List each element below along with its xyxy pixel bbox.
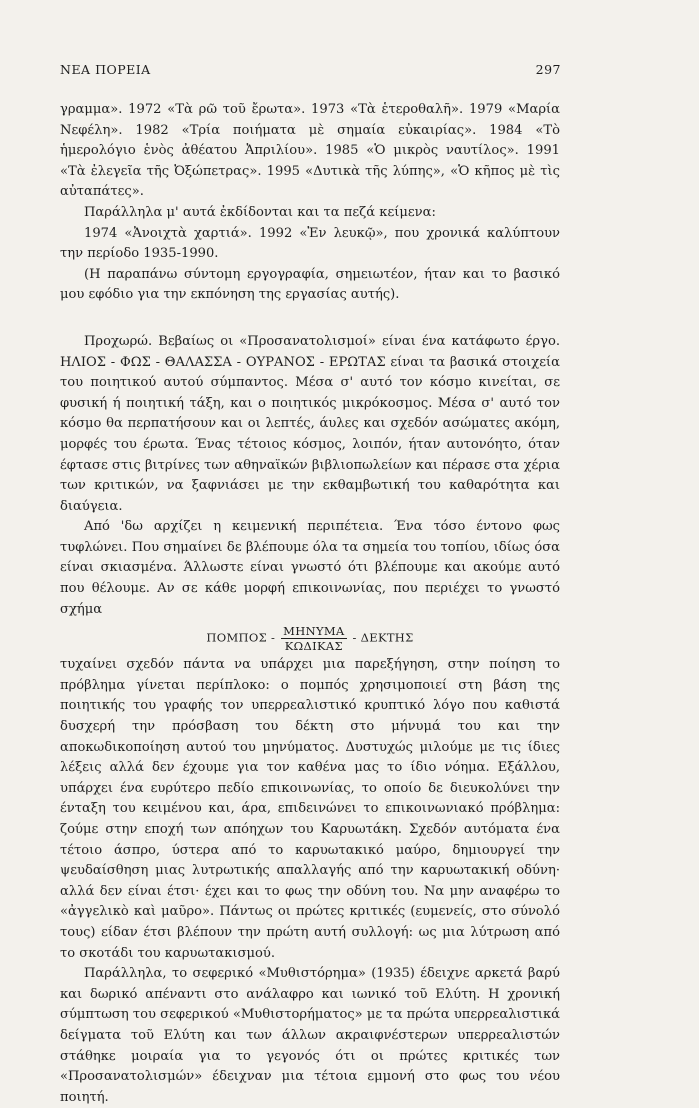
paragraph: Προχωρώ. Βεβαίως οι «Προσανατολισμοί» είναι ένα κατάφωτο έργο. ΗΛΙΟΣ - ΦΩΣ - ΘΑΛΑΣΣΑ - ΟΥΡΑΝΟΣ - ΕΡΩΤΑΣ είναι τα βασικά στοιχεία του ποιητικού αυτού σύμπαντος. Μέσα σ' αυτό τον κόσμο κινείται, σε φυσική ή ποιητική τάξη, και ο ποιητικός μικρόκοσμος. Μέσα σ' αυτό τον κόσμο θα περπατήσουν και οι λεπτές, άυλες και σχεδόν ασώματες ακόμη, μορφές του έρωτα. Ένας τέτοιος κόσμος, λοιπόν, ήταν αυτονόητο, όταν έφτασε στις βιτρίνες των αθηναϊκών βιβλιοπωλείων και πέρασε στα χέρια των κριτικών, να ξαφνιάσει με την εκθαμβωτική του καθαρότητα και διαύγεια. [60, 333, 560, 514]
formula-separator: - [352, 630, 357, 645]
running-header [60, 62, 561, 80]
formula-sender: ΠΟΜΠΟΣ [206, 630, 268, 645]
paragraph: (Η παραπάνω σύντομη εργογραφία, σημειωτέον, ήταν και το βασικό μου εφόδιο για την εκπόνηση της εργασίας αυτής). [60, 266, 560, 303]
paragraph: τυχαίνει σχεδόν πάντα να υπάρχει μια παρεξήγηση, στην ποίηση το πρόβλημα γίνεται περίπλοκο: ο πομπός χρησιμοποιεί στη βάση της ποιητικής του γραφής τον υπερρεαλιστικό κρυπτικό λόγο που καθιστά δυσχερή την πρόσβαση του δέκτη στο μήνυμά του και την αποκωδικοποίηση αυτού του μηνύματος. Δυστυχώς μιλούμε με τις ίδιες λέξεις αλλά δεν έχουμε για τον καθένα μας το ίδιο νόημα. Εξάλλου, υπάρχει ένα ευρύτερο πεδίο επικοινωνίας, το οποίο δε διευκολύνει την ένταξη του κειμένου και, άρα, επιδεινώνει το επικοινωνιακό πρόβλημα: ζούμε στην εποχή των απόηχων του Καρυωτάκη. Σχεδόν αυτόματα ένα τέτοιο άσπρο, ύστερα από το καρυωτακικό μαύρο, δημιουργεί την ψευδαίσθηση μιας λυτρωτικής απαλλαγής από την καρυωτακική οδύνη· αλλά δεν είναι έτσι· έχει και το φως την οδύνη του. Να μην αναφέρω το «ἀγγελικὸ καὶ μαῦρο». Πάντως οι πρώτες κριτικές (ευμενείς, στο σύνολό τους) είδαν έτσι βλέπουν την πρώτη αυτή συλλογή: ως μια λύτρωση από το σκοτάδι του καρυωτακισμού. [60, 657, 560, 961]
formula-message: ΜΗΝΥΜΑ [283, 624, 345, 639]
section-gap [60, 306, 560, 332]
paragraph: Παράλληλα μ' αυτά ἐκδίδονται και τα πεζά κείμενα: [84, 204, 436, 220]
page-body [60, 100, 560, 1108]
paragraph: Από 'δω αρχίζει η κειμενική περιπέτεια. Ένα τόσο έντονο φως τυφλώνει. Που σημαίνει δε βλέπουμε όλα τα σημεία του τοπίου, ιδίως όσα είναι σκιασμένα. Άλλωστε είναι γνωστό ότι βλέπουμε και ακούμε αυτό που θέλουμε. Αν σε κάθε μορφή επικοινωνίας, που περιέχει το γνωστό σχήμα [60, 519, 560, 617]
formula-separator: - [271, 630, 276, 645]
formula-receiver: ΔΕΚΤΗΣ [360, 630, 414, 645]
paragraph: 1974 «Ἀνοιχτὰ χαρτιά». 1992 «Ἐν λευκῷ», που χρονικά καλύπτουν την περίοδο 1935-1990. [60, 225, 560, 262]
communication-formula [60, 624, 560, 653]
formula-code: ΚΩΔΙΚΑΣ [284, 639, 343, 654]
page-number: 297 [535, 62, 561, 77]
formula-fraction [281, 624, 346, 653]
paragraph: γραμμα». 1972 «Τὰ ρῶ τοῦ ἔρωτα». 1973 «Τὰ ἑτεροθαλῆ». 1979 «Μαρία Νεφέλη». 1982 «Τρία ποιήματα μὲ σημαία εὐκαιρίας». 1984 «Τὸ ἡμερολόγιο ἑνὸς ἀθέατου Ἀπριλίου». 1985 «Ὁ μικρὸς ναυτίλος». 1991 «Τὰ ἐλεγεῖα τῆς Ὀξώπετρας». 1995 «Δυτικὰ τῆς λύπης», «Ὁ κῆπος μὲ τὶς αὐταπάτες». [60, 102, 560, 200]
paragraph: Παράλληλα, το σεφερικό «Μυθιστόρημα» (1935) έδειχνε αρκετά βαρύ και δωρικό απέναντι στο ανάλαφρο και ιωνικό τοῦ Ελύτη. Η χρονική σύμπτωση του σεφερικού «Μυθιστορήματος» με τα πρώτα υπερρεαλιστικά δείγματα τοῦ Ελύτη και των άλλων ακραιφνέστερων υπερρεαλιστών στάθηκε μοιραία για το γεγονός ότι οι πρώτες κριτικές των «Προσανατολισμών» έδειχναν μια τέτοια εμμονή στο φως του νέου ποιητή. [60, 966, 560, 1105]
running-title: ΝΕΑ ΠΟΡΕΙΑ [60, 62, 151, 77]
